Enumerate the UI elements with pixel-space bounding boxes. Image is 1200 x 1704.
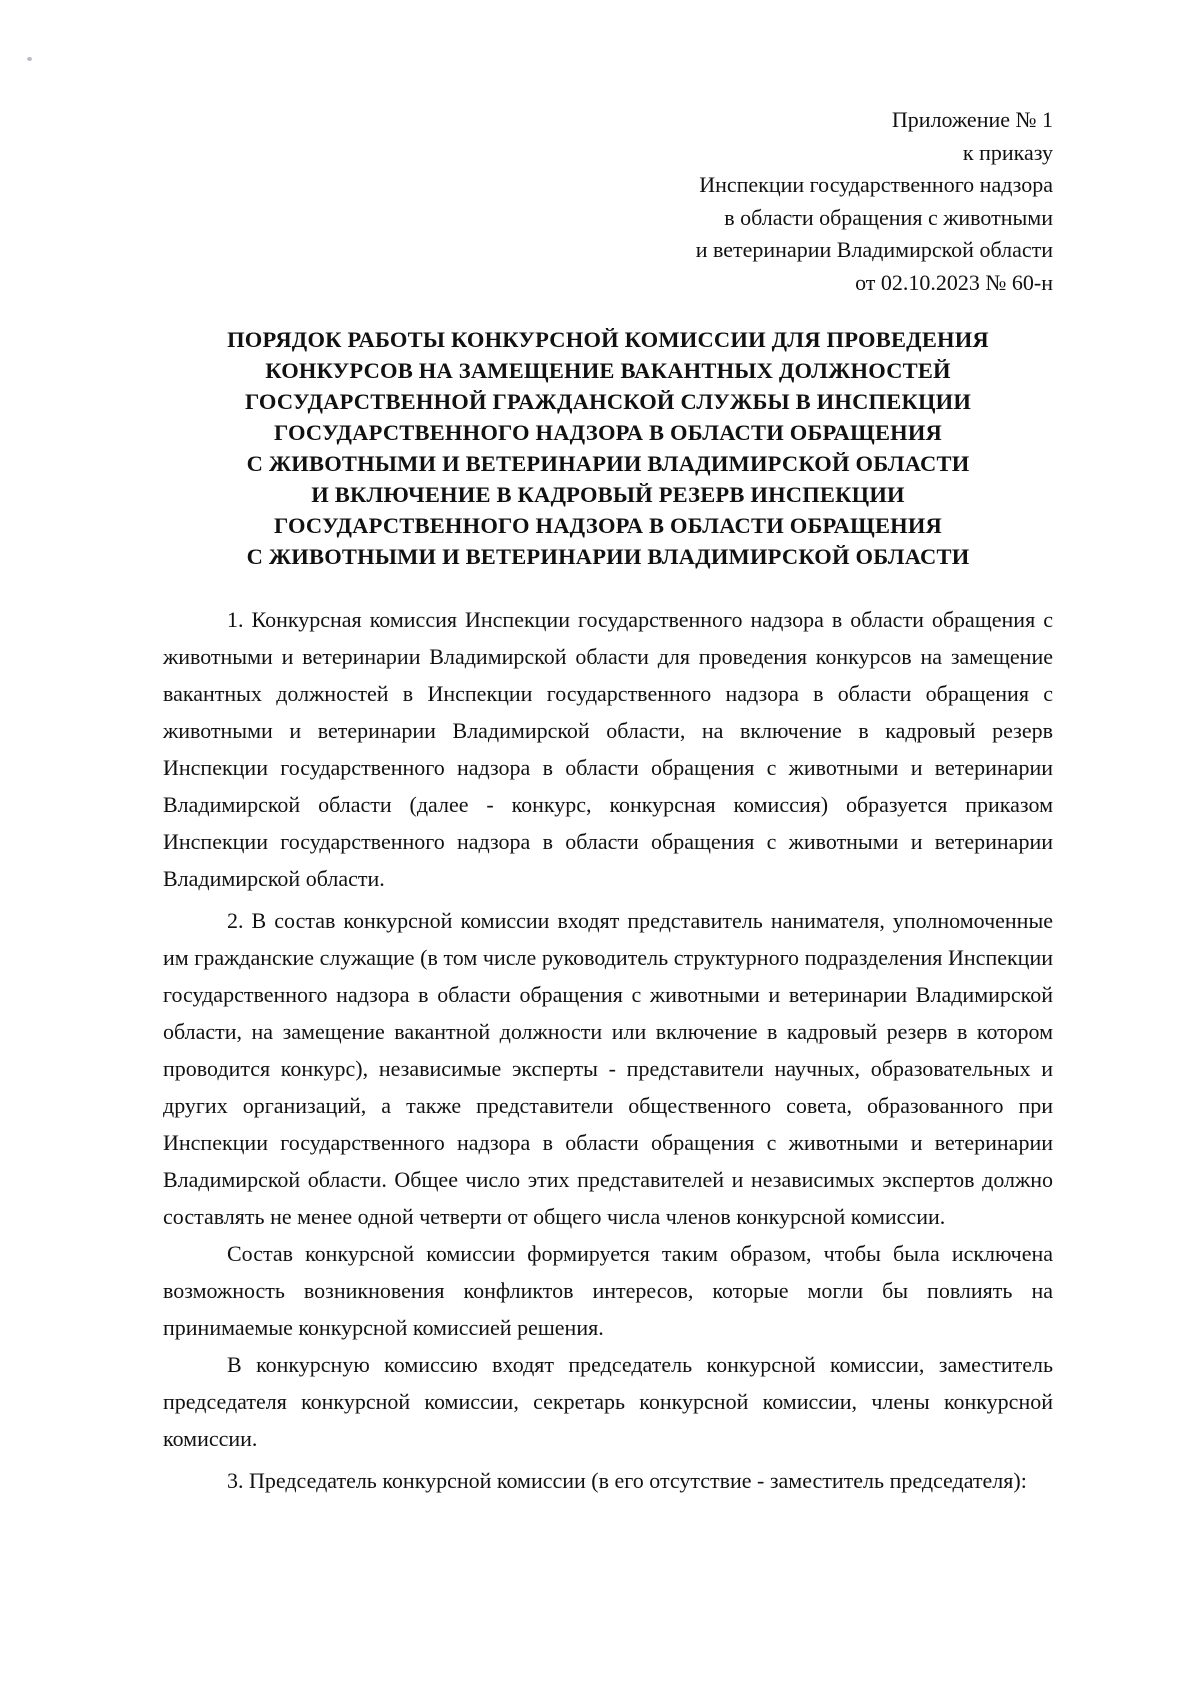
document-title-line: С ЖИВОТНЫМИ И ВЕТЕРИНАРИИ ВЛАДИМИРСКОЙ ОБЛАСТИ (246, 451, 970, 476)
document-title-line: ПОРЯДОК РАБОТЫ КОНКУРСНОЙ КОМИССИИ ДЛЯ ПРОВЕДЕНИЯ (227, 327, 989, 352)
scan-artifact-dot (27, 57, 32, 61)
document-title-line: КОНКУРСОВ НА ЗАМЕЩЕНИЕ ВАКАНТНЫХ ДОЛЖНОСТЕЙ (265, 358, 951, 383)
appendix-header-line: от 02.10.2023 № 60-н (855, 269, 1053, 295)
appendix-header (163, 104, 1053, 299)
appendix-header-line: Инспекции государственного надзора (699, 172, 1053, 197)
document-title-line: И ВКЛЮЧЕНИЕ В КАДРОВЫЙ РЕЗЕРВ ИНСПЕКЦИИ (311, 482, 905, 507)
paragraph-2-continued-2: В конкурсную комиссию входят председатель конкурсной комиссии, заместитель председателя конкурсной комиссии, секретарь конкурсной комиссии, члены конкурсной комиссии. (163, 1352, 1053, 1451)
paragraph-3: 3. Председатель конкурсной комиссии (в его отсутствие - заместитель председателя): (227, 1468, 1027, 1493)
document-content (163, 104, 1053, 1499)
paragraph-2-continued: Состав конкурсной комиссии формируется таким образом, чтобы была исключена возможность возникновения конфликтов интересов, которые могли бы повлиять на принимаемые конкурсной комиссией решения. (163, 1241, 1053, 1340)
appendix-header-line: к приказу (962, 139, 1053, 165)
document-title-line: ГОСУДАРСТВЕННОГО НАДЗОРА В ОБЛАСТИ ОБРАЩЕНИЯ (273, 420, 942, 445)
document-title-line: С ЖИВОТНЫМИ И ВЕТЕРИНАРИИ ВЛАДИМИРСКОЙ ОБЛАСТИ (246, 544, 970, 569)
paragraph-1: 1. Конкурсная комиссия Инспекции государственного надзора в области обращения с животными и ветеринарии Владимирской области для проведения конкурсов на замещение вакантных должностей в Инспекции государственного надзора в области обращения с животными и ветеринарии Владимирской области, на включение в кадровый резерв Инспекции государственного надзора в области обращения с животными и ветеринарии Владимирской области (далее - конкурс, конкурсная комиссия) образуется приказом Инспекции государственного надзора в области обращения с животными и ветеринарии Владимирской области. (163, 607, 1053, 891)
appendix-header-line: и ветеринарии Владимирской области (695, 237, 1053, 262)
document-title-line: ГОСУДАРСТВЕННОЙ ГРАЖДАНСКОЙ СЛУЖБЫ В ИНСПЕКЦИИ (244, 389, 972, 414)
appendix-header-line: Приложение № 1 (891, 107, 1053, 132)
document-title-line: ГОСУДАРСТВЕННОГО НАДЗОРА В ОБЛАСТИ ОБРАЩЕНИЯ (273, 513, 942, 538)
paragraph-2: 2. В состав конкурсной комиссии входят представитель нанимателя, уполномоченные им гражданские служащие (в том числе руководитель структурного подразделения Инспекции государственного надзора в области обращения с животными и ветеринарии Владимирской области, на замещение вакантной должности или включение в кадровый резерв в котором проводится конкурс), независимые эксперты - представители научных, образовательных и других организаций, а также представители общественного совета, образованного при Инспекции государственного надзора в области обращения с животными и ветеринарии Владимирской области. Общее число этих представителей и независимых экспертов должно составлять не менее одной четверти от общего числа членов конкурсной комиссии. (163, 908, 1053, 1229)
document-body (163, 601, 1053, 1499)
document-title (163, 324, 1053, 572)
appendix-header-line: в области обращения с животными (724, 204, 1053, 230)
